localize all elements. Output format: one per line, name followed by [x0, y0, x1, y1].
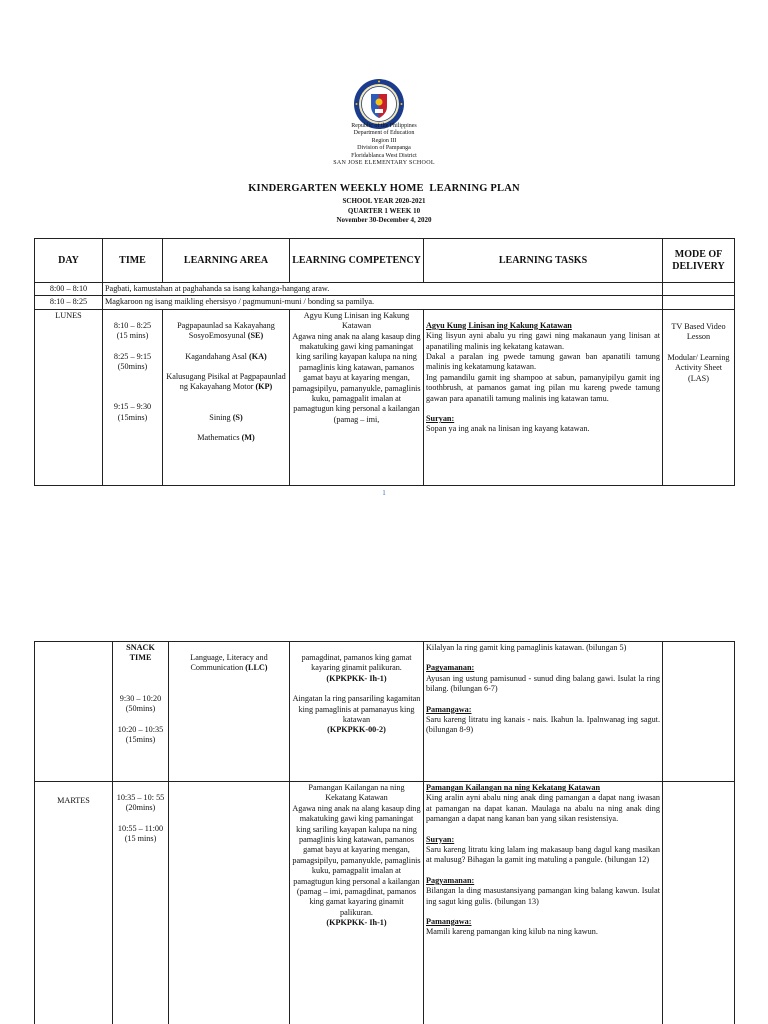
learning-tasks-cell: Pamangan Kailangan na ning Kekatang Katawan King aralin ayni abalu ning anak ding pamangan a dapat nang iwasan at pamangan na dapat kanan. Maulaga na abalu na ning anak ding pamangan a dapat nang kanan ban yang sikan resistensiya. Suryan: Saru kareng litratu king lalam ing makasaup bang dagul kang masikan at malusug? Bihagan la gamit ing matuling a pangule. (bilungan 12) Pagyamanan: Bilangan la ding masustansiyang pamangan king balang kawun. Isulat ing sagut king gulis. (bilungan 13) Pamangawa: Mamili kareng pamangan king kilub na ning kawun. — [424, 782, 663, 1024]
pre-row-time: 8:00 – 8:10 — [35, 283, 103, 296]
col-header-day: DAY — [35, 239, 103, 283]
learning-plan-table-page1 — [34, 238, 735, 486]
department-line: Department of Education — [353, 130, 415, 137]
division-line: Division of Pampanga — [357, 145, 411, 152]
document-title: KINDERGARTEN WEEKLY HOME LEARNING PLAN — [248, 183, 520, 194]
day-martes: MARTES — [35, 782, 113, 1024]
table-row — [35, 296, 735, 309]
table-row-lunes — [35, 309, 735, 485]
col-header-learning-tasks: LEARNING TASKS — [424, 239, 663, 283]
time-duration: (20mins) — [125, 803, 156, 813]
col-header-learning-area: LEARNING AREA — [163, 239, 290, 283]
task-suryan: Sopan ya ing anak na linisan ing kayang katawan. — [426, 424, 590, 434]
time-cell — [103, 309, 163, 485]
table-row — [35, 283, 735, 296]
pre-row-text: Pagbati, kamustahan at paghahanda sa isang kahanga-hangang araw. — [103, 283, 663, 296]
col-header-mode-of-delivery: MODE OF DELIVERY — [663, 239, 735, 283]
time-duration: (15mins) — [117, 412, 148, 422]
area-s: Sining (S) — [209, 412, 243, 422]
snack-time-label: SNACK TIME — [126, 643, 155, 663]
competency-cell: Pamangan Kailangan na ning Kekatang Katawan Agawa ning anak na alang kasaup ding makatuking gawi king pamaningat king sariling kayapan kalupa na ning pamaglinis king katawan, pamanos gamat bayu at kayaring mengan, pamagsipilyu, pamanyukle, pamaglinis kuku, pamagpalit imalan at pamagtugun king personal a kailangan (pamag – imi, pamagdinat, pamanos king gamat kayaring ginamit palikuran. (KPKPKK- Ih-1) — [290, 782, 424, 1024]
time-slot: 9:15 – 9:30 — [113, 402, 152, 412]
quarter-week: QUARTER 1 WEEK 10 — [347, 206, 421, 215]
table-row — [35, 642, 735, 782]
learning-area-cell — [169, 642, 290, 782]
task-title: Agyu Kung Linisan ing Kakung Katawan — [426, 320, 572, 330]
school-line: SAN JOSE ELEMENTARY SCHOOL — [333, 160, 435, 167]
pre-row-text: Magkaroon ng isang maikling ehersisyo / pagmumuni-muni / bonding sa pamilya. — [103, 296, 663, 309]
region-line: Region III — [371, 137, 397, 144]
document-subtitle — [0, 197, 768, 226]
area-ka: Kagandahang Asal (KA) — [185, 351, 267, 361]
learning-tasks-cell: Kilalyan la ring gamit king pamaglinis katawan. (bilungan 5) Pagyamanan: Ayusan ing ustung pamisunud - sunud ding balang gawi. Isulat la ring bilang. (bilungan 6-7) Pamangawa: Saru kareng litratu ing kanais - nais. Ikahun la. Ipalnwanag ing sagut. (bilungan 8-9) — [424, 642, 663, 782]
republic-line: Republic of the Philippines — [351, 123, 417, 129]
task-suryan-label: Suryan: — [426, 414, 455, 424]
time-duration: (15mins) — [125, 735, 156, 745]
learning-plan-table-page2 — [34, 641, 735, 1024]
day-lunes: LUNES — [35, 309, 103, 485]
time-cell — [113, 782, 169, 1024]
col-header-learning-competency: LEARNING COMPETENCY — [290, 239, 424, 283]
time-duration: (15 mins) — [124, 834, 157, 844]
time-slot: 8:25 – 9:15 — [113, 351, 152, 361]
area-m: Mathematics (M) — [197, 433, 255, 443]
learning-area-cell — [163, 309, 290, 485]
competency-cell: pamagdinat, pamanos king gamat kayaring ginamit palikuran. (KPKPKK- Ih-1) Aingatan la ring pansariling kagamitan king pamaglinis at pamanayus king katawan (KPKPKK-00-2) — [290, 642, 424, 782]
area-kp: Kalusugang Pisikal at Pagpapaunlad ng Kakayahang Motor (KP) — [166, 372, 286, 392]
time-slot: 10:20 – 10:35 — [117, 724, 164, 734]
mode-of-delivery-cell: TV Based Video Lesson Modular/ Learning Activity Sheet (LAS) — [663, 309, 735, 485]
page-number: 1 — [382, 489, 386, 497]
time-duration: (15 mins) — [116, 331, 149, 341]
area-se: Pagpapaunlad sa Kakayahang SosyoEmosyunal (SE) — [177, 320, 275, 341]
competency-cell: Agyu Kung Linisan ing Kakung Katawan Agawa ning anak na alang kasaup ding makatuking gawi king pamaningat king sariling kayapan kalupa na ning pamaglinis king katawan, pamanos gamat bayu at kayaring mengan, pamagsipilyu, pamanyukle, pamaglinis kuku, pamagpalit imalan at pamagtugun king personal a kailangan (pamag – imi, — [290, 309, 424, 485]
pre-row-time: 8:10 – 8:25 — [35, 296, 103, 309]
time-duration: (50mins) — [125, 704, 156, 714]
time-cell — [113, 642, 169, 782]
header-block — [0, 123, 768, 167]
table-header-row — [35, 239, 735, 283]
time-duration: (50mins) — [117, 362, 148, 372]
district-line: Floridablanca West District — [351, 152, 417, 159]
learning-tasks-cell — [424, 309, 663, 485]
area-llc: Language, Literacy and Communication (LLC) — [190, 653, 268, 673]
col-header-time: TIME — [103, 239, 163, 283]
task-body: King lisyun ayni abalu yu ring gawi ning makanaun yang linisan at apanatiling malinis ing kekatang katawan. Dakal a paralan ing pwede tamung gawan ban apanatili tamung malinis ing kekatamung katawan. Ing pamandilu gamit ing shampoo at sabun, pamanyipilyu gamit ing toothbrush, at pamanos gamat ing pilan mu kareng pwede tamung gawan para apanatili tamung malinis ing katawan tamu. — [426, 331, 660, 403]
time-slot: 10:35 – 10: 55 — [116, 793, 165, 802]
time-slot: 8:10 – 8:25 — [113, 320, 152, 330]
table-row-martes — [35, 782, 735, 1024]
date-range: November 30-December 4, 2020 — [336, 216, 432, 224]
school-year: SCHOOL YEAR 2020-2021 — [342, 197, 426, 205]
time-slot: 9:30 – 10:20 — [119, 693, 162, 703]
time-slot: 10:55 – 11:00 — [117, 823, 164, 833]
